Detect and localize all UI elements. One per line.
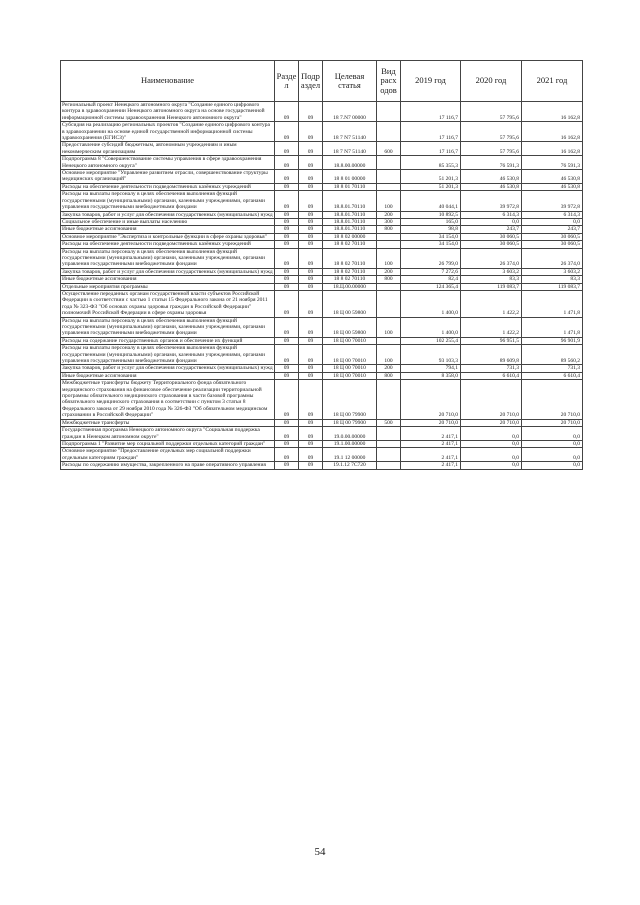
- row-subsection: 09: [299, 233, 323, 240]
- table-row: [61, 233, 583, 240]
- row-subsection: 09: [299, 365, 323, 372]
- row-target-article: 19.1 12 00000: [323, 448, 377, 462]
- row-value-2019: 98,8: [401, 226, 461, 233]
- row-section: 09: [275, 122, 299, 142]
- row-name: Осуществление переданных органам государственной власти субъектов Российской Федерации в соответствии с частью 1 статьи 15 Федерального закона от 21 ноября 2011 года № 323-ФЗ "Об основах охраны здоровья граждан в Российской Федерации" полномочий Российской Федерации в сфере охраны здоровья: [61, 290, 275, 317]
- row-expense-type: 100: [377, 317, 401, 337]
- row-value-2020: 57 795,6: [461, 122, 522, 142]
- table-row: [61, 211, 583, 218]
- row-target-article: 18.8.01.70110: [323, 211, 377, 218]
- row-value-2020: 39 972,8: [461, 191, 522, 211]
- row-value-2019: 2 417,1: [401, 462, 461, 469]
- row-section: 09: [275, 211, 299, 218]
- row-value-2020: 0,0: [461, 462, 522, 469]
- row-name: Подпрограмма 8 "Совершенствование системы управления в сфере здравоохранения Ненецкого автономного округа": [61, 156, 275, 170]
- row-value-2021: 26 374,0: [522, 248, 583, 268]
- row-value-2020: 0,0: [461, 448, 522, 462]
- row-value-2020: 96 951,5: [461, 337, 522, 344]
- row-name: Иные бюджетные ассигнования: [61, 372, 275, 379]
- row-target-article: 18 8 02 70110: [323, 248, 377, 268]
- table-row: [61, 337, 583, 344]
- row-value-2021: 3 603,2: [522, 268, 583, 275]
- row-section: 09: [275, 290, 299, 317]
- row-value-2021: 96 901,9: [522, 337, 583, 344]
- table-row: [61, 427, 583, 441]
- row-target-article: 19.1.12 7С720: [323, 462, 377, 469]
- row-value-2019: 2 417,1: [401, 440, 461, 447]
- row-name: Подпрограмма 1 "Развитие мер социальной поддержки отдельных категорий граждан": [61, 440, 275, 447]
- row-name: Предоставление субсидий бюджетным, автономным учреждениям и иным некоммерческим организациям: [61, 142, 275, 156]
- row-subsection: 09: [299, 283, 323, 290]
- row-value-2019: 2 417,1: [401, 427, 461, 441]
- row-value-2020: 30 060,5: [461, 241, 522, 248]
- row-subsection: 09: [299, 183, 323, 190]
- row-subsection: 09: [299, 380, 323, 419]
- row-subsection: 09: [299, 211, 323, 218]
- row-section: 09: [275, 276, 299, 283]
- table-row: [61, 183, 583, 190]
- row-section: 09: [275, 183, 299, 190]
- row-value-2020: 731,3: [461, 365, 522, 372]
- row-value-2020: 119 083,7: [461, 283, 522, 290]
- row-expense-type: 800: [377, 276, 401, 283]
- row-value-2021: 0,0: [522, 462, 583, 469]
- row-subsection: 09: [299, 372, 323, 379]
- row-target-article: 18 8 02 70110: [323, 276, 377, 283]
- row-value-2019: 2 417,1: [401, 448, 461, 462]
- row-value-2019: 34 154,0: [401, 241, 461, 248]
- table-row: [61, 241, 583, 248]
- row-value-2020: 57 795,6: [461, 142, 522, 156]
- row-expense-type: [377, 102, 401, 122]
- row-section: 09: [275, 233, 299, 240]
- row-value-2021: 1 471,8: [522, 290, 583, 317]
- row-subsection: 09: [299, 226, 323, 233]
- row-target-article: 18 8 02 70110: [323, 241, 377, 248]
- row-value-2019: 17 116,7: [401, 102, 461, 122]
- header-name: Наименование: [61, 61, 275, 102]
- row-expense-type: 300: [377, 218, 401, 225]
- row-expense-type: 100: [377, 248, 401, 268]
- row-expense-type: [377, 462, 401, 469]
- row-value-2021: 16 162,8: [522, 142, 583, 156]
- table-row: [61, 218, 583, 225]
- row-value-2019: 10 892,5: [401, 211, 461, 218]
- row-target-article: 18 7 N7 51140: [323, 122, 377, 142]
- row-value-2019: 40 044,1: [401, 191, 461, 211]
- row-subsection: 09: [299, 419, 323, 426]
- row-name: Расходы на выплаты персоналу в целях обеспечения выполнения функций государственными (муниципальными) органами, казенными учреждениями, органами управления государственными внебюджетными фондами: [61, 317, 275, 337]
- row-value-2021: 0,0: [522, 448, 583, 462]
- row-value-2019: 102 255,4: [401, 337, 461, 344]
- row-value-2021: 731,3: [522, 365, 583, 372]
- row-expense-type: [377, 183, 401, 190]
- row-expense-type: [377, 283, 401, 290]
- header-subsection: Подр аздел: [299, 61, 323, 102]
- row-section: 09: [275, 283, 299, 290]
- row-name: Основное мероприятие "Управление развитием отрасли, совершенствование структуры медицинских организаций": [61, 170, 275, 184]
- row-value-2020: 3 603,2: [461, 268, 522, 275]
- row-value-2019: 165,0: [401, 218, 461, 225]
- row-expense-type: [377, 233, 401, 240]
- row-name: Закупка товаров, работ и услуг для обеспечения государственных (муниципальных) нужд: [62, 365, 273, 372]
- row-target-article: 18 Ц 00 70010: [323, 337, 377, 344]
- row-expense-type: [377, 337, 401, 344]
- row-section: 09: [275, 440, 299, 447]
- row-value-2021: 39 972,8: [522, 191, 583, 211]
- row-subsection: 09: [299, 345, 323, 365]
- row-target-article: 18 Ц 00 70010: [323, 365, 377, 372]
- row-value-2019: 51 201,3: [401, 170, 461, 184]
- row-target-article: 18 8 01 00000: [323, 170, 377, 184]
- row-target-article: 18 Ц 00 70010: [323, 345, 377, 365]
- row-subsection: 09: [299, 156, 323, 170]
- table-row: [61, 290, 583, 317]
- row-target-article: 18 Ц 00 79900: [323, 419, 377, 426]
- row-value-2020: 26 374,0: [461, 248, 522, 268]
- row-target-article: 18 8 02 70110: [323, 268, 377, 275]
- row-value-2021: 30 060,5: [522, 233, 583, 240]
- row-value-2019: 17 116,7: [401, 122, 461, 142]
- row-expense-type: [377, 241, 401, 248]
- row-value-2019: 1 400,0: [401, 317, 461, 337]
- row-section: 09: [275, 317, 299, 337]
- row-expense-type: 200: [377, 268, 401, 275]
- row-value-2021: 0,0: [522, 427, 583, 441]
- row-section: 09: [275, 170, 299, 184]
- row-expense-type: 100: [377, 191, 401, 211]
- row-value-2019: 26 799,0: [401, 248, 461, 268]
- table-row: [61, 276, 583, 283]
- row-expense-type: [377, 448, 401, 462]
- row-subsection: 09: [299, 462, 323, 469]
- row-name: Отдельные мероприятия программы: [61, 283, 275, 290]
- row-section: 09: [275, 248, 299, 268]
- row-value-2021: 16 162,8: [522, 122, 583, 142]
- table-row: [61, 170, 583, 184]
- row-section: 09: [275, 365, 299, 372]
- row-subsection: 09: [299, 317, 323, 337]
- row-section: 09: [275, 345, 299, 365]
- row-expense-type: 500: [377, 419, 401, 426]
- row-subsection: 09: [299, 440, 323, 447]
- row-value-2021: 16 162,8: [522, 102, 583, 122]
- row-subsection: 09: [299, 268, 323, 275]
- row-section: 09: [275, 427, 299, 441]
- row-value-2019: 124 365,4: [401, 283, 461, 290]
- row-value-2021: 0,0: [522, 218, 583, 225]
- row-expense-type: 200: [377, 365, 401, 372]
- row-value-2021: 20 710,0: [522, 380, 583, 419]
- table-row: [61, 365, 583, 372]
- row-value-2021: 20 710,0: [522, 419, 583, 426]
- header-2020: 2020 год: [461, 61, 522, 102]
- row-target-article: 18.Ц.00.00000: [323, 283, 377, 290]
- row-expense-type: 100: [377, 345, 401, 365]
- row-subsection: 09: [299, 218, 323, 225]
- row-value-2021: 30 060,5: [522, 241, 583, 248]
- row-subsection: 09: [299, 191, 323, 211]
- row-value-2019: 93 103,3: [401, 345, 461, 365]
- row-value-2019: 34 154,0: [401, 233, 461, 240]
- row-target-article: 18 Ц 00 79900: [323, 380, 377, 419]
- row-value-2019: 82,4: [401, 276, 461, 283]
- row-name: Расходы на обеспечение деятельности подведомственных казённых учреждений: [61, 183, 275, 190]
- table-row: [61, 440, 583, 447]
- row-section: 09: [275, 372, 299, 379]
- row-target-article: 18 7.N7 00000: [323, 102, 377, 122]
- row-value-2020: 57 795,6: [461, 102, 522, 122]
- row-name: Расходы на обеспечение деятельности подведомственных казённых учреждений: [61, 241, 275, 248]
- row-name: Государственная программа Ненецкого автономного округа "Социальная поддержка граждан в Ненецком автономном округе": [61, 427, 275, 441]
- row-name: Расходы на выплаты персоналу в целях обеспечения выполнения функций государственными (муниципальными) органами, казенными учреждениями, органами управления государственными внебюджетными фондами: [61, 248, 275, 268]
- row-value-2021: 0,0: [522, 440, 583, 447]
- row-value-2019: 17 116,7: [401, 142, 461, 156]
- row-subsection: 09: [299, 241, 323, 248]
- row-name: Иные бюджетные ассигнования: [61, 226, 275, 233]
- row-value-2019: 20 710,0: [401, 419, 461, 426]
- row-subsection: 09: [299, 337, 323, 344]
- table-row: [61, 372, 583, 379]
- row-value-2020: 89 609,8: [461, 345, 522, 365]
- table-row: [61, 448, 583, 462]
- row-value-2021: 243,7: [522, 226, 583, 233]
- row-name: Социальное обеспечение и иные выплаты населению: [61, 218, 275, 225]
- table-row: [61, 345, 583, 365]
- table-row: [61, 317, 583, 337]
- row-expense-type: 800: [377, 226, 401, 233]
- row-name: Закупка товаров, работ и услуг для обеспечения государственных (муниципальных) нужд: [62, 268, 273, 275]
- row-target-article: 18 8 02 00000: [323, 233, 377, 240]
- row-target-article: 18 Ц 00 70010: [323, 372, 377, 379]
- row-value-2020: 1 422,2: [461, 290, 522, 317]
- row-target-article: 18 7 N7 51140: [323, 142, 377, 156]
- row-expense-type: 800: [377, 372, 401, 379]
- row-value-2019: 8 358,0: [401, 372, 461, 379]
- row-target-article: 18 Ц 00 59800: [323, 290, 377, 317]
- header-2019: 2019 год: [401, 61, 461, 102]
- row-value-2020: 30 060,5: [461, 233, 522, 240]
- row-value-2021: 76 591,3: [522, 156, 583, 170]
- row-section: 09: [275, 268, 299, 275]
- row-value-2020: 83,3: [461, 276, 522, 283]
- table-row: [61, 283, 583, 290]
- table-row: [61, 462, 583, 469]
- row-name: Межбюджетные трансферты бюджету Территориального фонда обязательного медицинского страхования на финансовое обеспечение реализации территориальной программы обязательного медицинского страхования в части базовой программы обязательного медицинского страхования в соответствии с пунктом 3 статьи 8 Федерального закона от 29 ноября 2010 года № 326-ФЗ "Об обязательном медицинском страховании в Российской Федерации": [61, 380, 275, 419]
- row-section: 09: [275, 102, 299, 122]
- row-expense-type: [377, 290, 401, 317]
- row-value-2019: 20 710,0: [401, 380, 461, 419]
- row-value-2019: 1 400,0: [401, 290, 461, 317]
- row-subsection: 09: [299, 102, 323, 122]
- row-value-2021: 6 610,4: [522, 372, 583, 379]
- row-value-2021: 89 560,2: [522, 345, 583, 365]
- row-value-2020: 6 610,4: [461, 372, 522, 379]
- row-value-2020: 243,7: [461, 226, 522, 233]
- row-name: Закупка товаров, работ и услуг для обеспечения государственных (муниципальных) нужд: [62, 211, 273, 218]
- row-value-2019: 7 272,6: [401, 268, 461, 275]
- table-row: [61, 248, 583, 268]
- table-row: [61, 156, 583, 170]
- row-section: 09: [275, 337, 299, 344]
- row-subsection: 09: [299, 248, 323, 268]
- row-expense-type: [377, 122, 401, 142]
- row-value-2021: 1 471,8: [522, 317, 583, 337]
- row-section: 09: [275, 218, 299, 225]
- row-name: Межбюджетные трансферты: [61, 419, 275, 426]
- row-value-2020: 46 530,8: [461, 183, 522, 190]
- row-value-2020: 0,0: [461, 427, 522, 441]
- row-value-2020: 1 422,2: [461, 317, 522, 337]
- table-row: [61, 122, 583, 142]
- row-target-article: 18 8 01 70110: [323, 183, 377, 190]
- row-name: Основное мероприятие "Экспертиза и контрольные функции в сфере охраны здоровья": [61, 233, 275, 240]
- row-subsection: 09: [299, 448, 323, 462]
- row-subsection: 09: [299, 170, 323, 184]
- row-value-2021: 46 530,8: [522, 183, 583, 190]
- row-target-article: 18.8.01.70110: [323, 191, 377, 211]
- row-subsection: 09: [299, 142, 323, 156]
- row-value-2020: 20 710,0: [461, 380, 522, 419]
- row-name: Расходы на содержание государственных органов и обеспечение их функций: [61, 337, 275, 344]
- row-name: Субсидия на реализацию региональных проектов "Создание единого цифрового контура в здравоохранении на основе единой государственной информационной системы здравоохранения (ЕГИСЗ)": [61, 122, 275, 142]
- row-section: 09: [275, 226, 299, 233]
- row-section: 09: [275, 419, 299, 426]
- row-subsection: 09: [299, 290, 323, 317]
- row-expense-type: [377, 170, 401, 184]
- row-value-2021: 119 083,7: [522, 283, 583, 290]
- header-target-article: Целевая статья: [323, 61, 377, 102]
- table-row: [61, 226, 583, 233]
- row-expense-type: [377, 427, 401, 441]
- row-value-2021: 83,3: [522, 276, 583, 283]
- row-section: 09: [275, 191, 299, 211]
- row-value-2019: 794,1: [401, 365, 461, 372]
- row-name: Расходы по содержанию имущества, закрепленного на праве оперативного управления: [61, 462, 275, 469]
- page-number: 54: [314, 846, 326, 858]
- row-value-2019: 85 355,3: [401, 156, 461, 170]
- row-value-2020: 6 314,3: [461, 211, 522, 218]
- row-name: Расходы на выплаты персоналу в целях обеспечения выполнения функций государственными (муниципальными) органами, казенными учреждениями, органами управления государственными внебюджетными фондами: [61, 191, 275, 211]
- row-expense-type: [377, 440, 401, 447]
- row-target-article: 18.8.01.70110: [323, 226, 377, 233]
- budget-table: [60, 60, 583, 470]
- row-section: 09: [275, 142, 299, 156]
- table-row: [61, 380, 583, 419]
- table-row: [61, 191, 583, 211]
- row-target-article: 19.1.00.00000: [323, 440, 377, 447]
- table-row: [61, 142, 583, 156]
- row-section: 09: [275, 462, 299, 469]
- header-section: Разде л: [275, 61, 299, 102]
- row-name: Иные бюджетные ассигнования: [61, 276, 275, 283]
- table-header-row: [61, 61, 583, 102]
- row-target-article: 18 Ц 00 59800: [323, 317, 377, 337]
- row-target-article: 18.8.00.00000: [323, 156, 377, 170]
- row-expense-type: 200: [377, 211, 401, 218]
- row-subsection: 09: [299, 276, 323, 283]
- header-expense-type: Вид расх одов: [377, 61, 401, 102]
- row-value-2020: 46 530,8: [461, 170, 522, 184]
- row-name: Региональный проект Ненецкого автономного округа "Создание единого цифрового контура в здравоохранении Ненецкого автономного округа на основе государственной информационной системы здравоохранения Ненецкого автономного округа": [61, 102, 275, 122]
- row-section: 09: [275, 448, 299, 462]
- row-target-article: 18.8.01.70110: [323, 218, 377, 225]
- row-subsection: 09: [299, 427, 323, 441]
- row-value-2020: 0,0: [461, 440, 522, 447]
- row-section: 09: [275, 380, 299, 419]
- row-expense-type: [377, 156, 401, 170]
- table-row: [61, 102, 583, 122]
- row-value-2019: 51 201,3: [401, 183, 461, 190]
- row-name: Расходы на выплаты персоналу в целях обеспечения выполнения функций государственными (муниципальными) органами, казенными учреждениями, органами управления государственными внебюджетными фондами: [61, 345, 275, 365]
- row-value-2020: 76 591,3: [461, 156, 522, 170]
- row-expense-type: 600: [377, 142, 401, 156]
- row-value-2020: 0,0: [461, 218, 522, 225]
- row-value-2020: 20 710,0: [461, 419, 522, 426]
- row-subsection: 09: [299, 122, 323, 142]
- row-value-2021: 46 530,8: [522, 170, 583, 184]
- row-section: 09: [275, 156, 299, 170]
- header-2021: 2021 год: [522, 61, 583, 102]
- table-row: [61, 419, 583, 426]
- row-target-article: 19.0.00.00000: [323, 427, 377, 441]
- table-row: [61, 268, 583, 275]
- row-section: 09: [275, 241, 299, 248]
- row-value-2021: 6 314,3: [522, 211, 583, 218]
- row-name: Основное мероприятие "Предоставление отдельных мер социальной поддержки отдельным категориям граждан": [61, 448, 275, 462]
- row-expense-type: [377, 380, 401, 419]
